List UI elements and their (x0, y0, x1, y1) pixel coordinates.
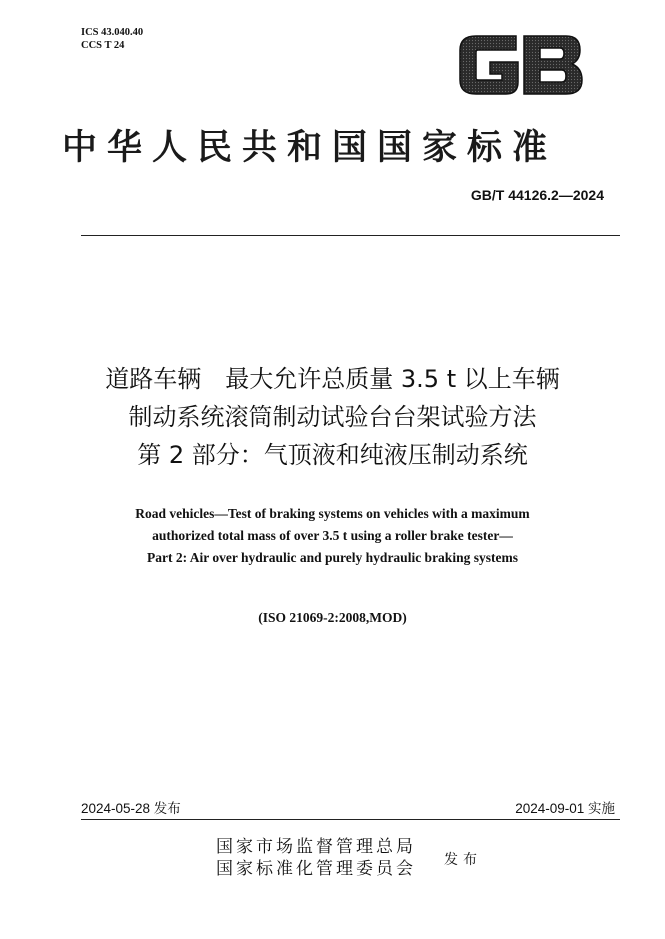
english-title-line-2: authorized total mass of over 3.5 t using a roller brake tester— (152, 528, 513, 543)
issue-date: 2024-05-28 发布 (81, 801, 181, 816)
english-title-line-1: Road vehicles—Test of braking systems on vehicles with a maximum (135, 506, 530, 521)
english-title-line-3: Part 2: Air over hydraulic and purely hydraulic braking systems (147, 550, 518, 565)
iso-reference: (ISO 21069-2:2008,MOD) (258, 610, 407, 625)
chinese-title-line-2: 制动系统滚筒制动试验台台架试验方法 (128, 403, 537, 431)
effective-date: 2024-09-01 实施 (515, 801, 615, 816)
header-divider (81, 235, 620, 236)
gb-logo (456, 30, 586, 100)
chinese-title-line-3: 第 2 部分：气顶液和纯液压制动系统 (137, 441, 528, 469)
publish-label: 发布 (444, 852, 482, 868)
classification-codes (81, 26, 143, 52)
ics-code: ICS 43.040.40 (81, 27, 144, 38)
ccs-code: CCS T 24 (81, 40, 125, 51)
issuer-samr: 国家市场监督管理总局 (216, 837, 416, 857)
english-title (20, 503, 645, 569)
issuing-authorities (216, 836, 416, 880)
logo-text: GB (521, 75, 523, 76)
issuer-sac: 国家标准化管理委员会 (216, 859, 416, 879)
standard-type-title: 中华人民共和国国家标准 (62, 127, 558, 168)
chinese-title-line-1: 道路车辆 最大允许总质量 3.5 t 以上车辆 (105, 365, 560, 393)
standard-code: GB/T 44126.2—2024 (470, 187, 604, 203)
footer-divider (81, 819, 620, 820)
chinese-title (20, 360, 645, 474)
